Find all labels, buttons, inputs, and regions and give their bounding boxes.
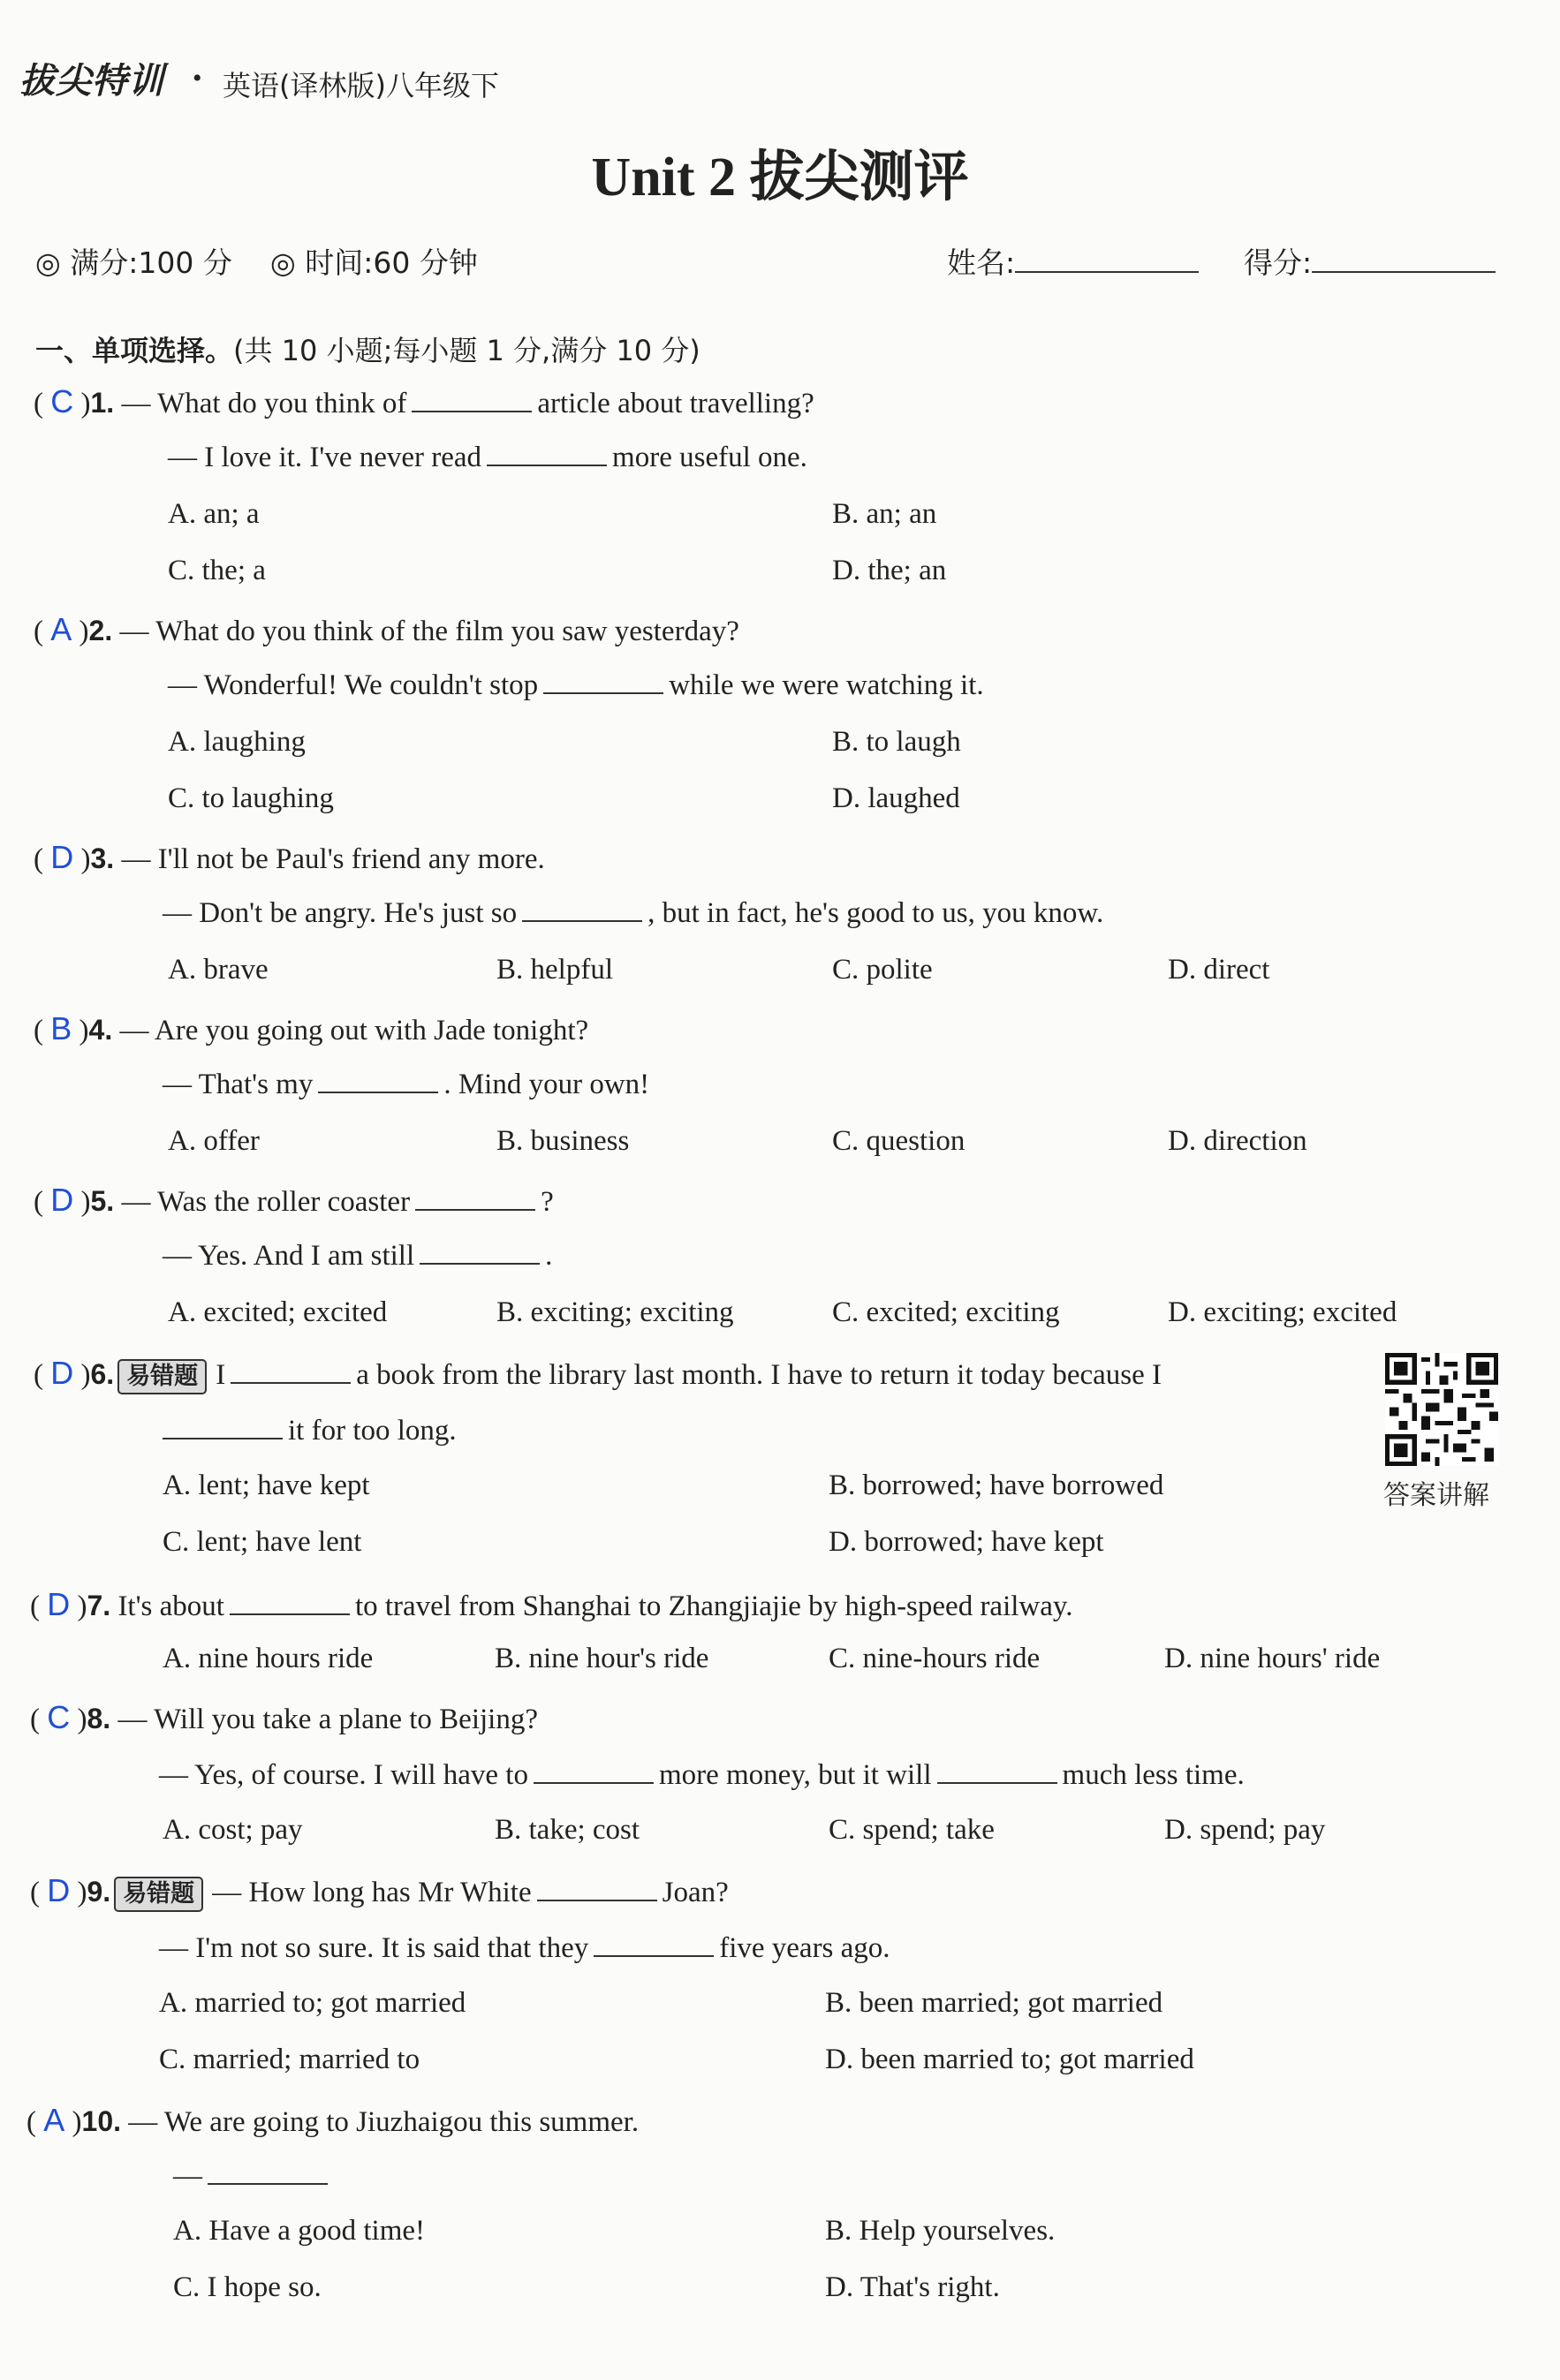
question-text: — Yes, of course. I will have to [159,1759,528,1791]
question-5-line2 [163,1238,552,1273]
name-label: 姓名: [947,246,1016,280]
error-prone-tag: 易错题 [117,1359,207,1394]
question-text: while we were watching it. [669,669,984,701]
answer-9: D [47,1872,71,1908]
answer-10: A [43,2102,65,2138]
question-number: 6. [90,1358,115,1390]
option-b[interactable]: B. been married; got married [825,1987,1163,2019]
subject-label: 英语(译林版)八年级下 [223,69,499,102]
question-3-line2 [163,895,1103,930]
section-detail: (共 10 小题;每小题 1 分,满分 10 分) [233,334,700,367]
answer-blank[interactable] [415,1184,535,1211]
question-text: — I love it. I've never read [168,442,482,473]
question-stem: — I'll not be Paul's friend any more. [121,843,545,875]
answer-blank[interactable] [537,1875,657,1901]
question-2: ( A )2. — What do you think of the film you saw yesterday? [34,611,739,647]
option-a[interactable]: A. cost; pay [163,1814,303,1846]
option-d[interactable]: D. been married to; got married [825,2044,1194,2075]
question-text: — Wonderful! We couldn't stop [168,669,539,701]
answer-blank[interactable] [937,1757,1057,1784]
question-number: 2. [88,615,113,646]
option-c[interactable]: C. lent; have lent [163,1526,362,1558]
question-number: 9. [87,1876,111,1908]
answer-8: C [47,1699,71,1735]
question-text: more useful one. [612,442,807,473]
question-text: — I'm not so sure. It is said that they [159,1932,589,1964]
question-stem: — Are you going out with Jade tonight? [119,1015,589,1046]
header-dot: • [193,64,202,93]
question-number: 10. [81,2105,121,2137]
question-text: . Mind your own! [443,1069,650,1100]
option-c[interactable]: C. I hope so. [173,2271,322,2303]
question-number: 8. [87,1703,111,1734]
question-3: ( D )3. — I'll not be Paul's friend any more. [34,839,545,875]
error-prone-tag: 易错题 [114,1877,203,1912]
time-limit: ◎ 时间:60 分钟 [270,246,478,280]
option-b[interactable]: B. exciting; exciting [496,1296,734,1328]
answer-7: D [47,1586,71,1622]
answer-blank[interactable] [208,2158,328,2185]
question-stem: — We are going to Jiuzhaigou this summer. [128,2106,640,2138]
option-c[interactable]: C. excited; exciting [832,1296,1060,1328]
question-6-line2 [163,1413,457,1447]
option-c[interactable]: C. the; a [168,555,266,586]
question-stem: ? [541,1186,554,1218]
option-a[interactable]: A. an; a [168,498,260,530]
score-field[interactable] [1244,240,1496,282]
option-b[interactable]: B. an; an [832,498,937,530]
option-d[interactable]: D. the; an [832,555,947,586]
option-c[interactable]: C. question [832,1125,966,1157]
option-b[interactable]: B. nine hour's ride [495,1643,709,1674]
question-10: ( A )10. — We are going to Jiuzhaigou this summer. [27,2102,640,2138]
name-blank[interactable] [1015,248,1199,273]
question-stem: Joan? [662,1877,729,1908]
question-1: ( C )1. — What do you think of article about travelling? [34,383,814,419]
question-7: ( D )7. It's about to travel from Shanghai to Zhangjiajie by high-speed railway. [30,1586,1073,1622]
section-heading [35,329,700,369]
option-b[interactable]: B. to laugh [832,726,961,758]
question-text: it for too long. [288,1415,457,1447]
answer-blank[interactable] [522,895,642,922]
section-title: 一、单项选择。 [35,334,234,367]
answer-5: D [50,1182,74,1218]
option-d[interactable]: D. borrowed; have kept [829,1526,1104,1558]
option-c[interactable]: C. married; married to [159,2044,420,2075]
option-a[interactable]: A. married to; got married [159,1987,466,2019]
answer-blank[interactable] [230,1589,350,1615]
question-text: — Don't be angry. He's just so [163,897,518,929]
answer-2: A [50,611,72,647]
question-8-line2 [159,1757,1245,1792]
option-a[interactable]: A. nine hours ride [163,1643,374,1674]
option-a[interactable]: A. Have a good time! [173,2215,425,2247]
option-d[interactable]: D. nine hours' ride [1164,1643,1381,1674]
option-c[interactable]: C. nine-hours ride [829,1643,1041,1674]
answer-4: B [50,1010,72,1046]
option-a[interactable]: A. excited; excited [168,1296,388,1328]
option-a[interactable]: A. brave [168,954,269,986]
question-8: ( C )8. — Will you take a plane to Beijing? [30,1699,538,1735]
option-b[interactable]: B. business [496,1125,630,1157]
question-6: ( D )6. 易错题 I a book from the library last month. I have to return it today because I [34,1355,1162,1394]
question-text: — That's my [163,1069,314,1100]
question-10-line2 [173,2158,333,2193]
option-b[interactable]: B. Help yourselves. [825,2215,1056,2247]
question-stem: I [216,1359,226,1391]
option-a[interactable]: A. lent; have kept [163,1470,370,1501]
answer-3: D [50,839,74,875]
option-d[interactable]: D. spend; pay [1164,1814,1326,1846]
question-text: — Yes. And I am still [163,1240,415,1272]
answer-blank[interactable] [412,386,532,412]
question-text: five years ago. [719,1932,890,1964]
question-number: 4. [88,1014,113,1046]
name-field[interactable] [947,240,1199,282]
answer-blank[interactable] [487,440,607,466]
option-a[interactable]: A. offer [168,1125,260,1157]
question-9-line2 [159,1930,890,1965]
answer-6: D [50,1355,74,1391]
question-number: 5. [90,1185,115,1217]
qr-label: 答案讲解 [1383,1480,1489,1511]
answer-blank[interactable] [594,1930,714,1957]
brand-logo: 拔尖特训 [19,61,164,102]
option-a[interactable]: A. laughing [168,726,306,758]
answer-1: C [50,383,74,419]
option-d[interactable]: D. That's right. [825,2271,1000,2303]
question-4: ( B )4. — Are you going out with Jade tonight? [34,1010,589,1046]
question-number: 7. [87,1590,111,1621]
question-stem: article about travelling? [537,388,814,419]
question-5: ( D )5. — Was the roller coaster ? [34,1182,554,1218]
question-4-line2 [163,1067,649,1101]
option-c[interactable]: C. to laughing [168,782,334,814]
answer-blank[interactable] [543,668,663,694]
answer-blank[interactable] [163,1413,283,1439]
question-text: more money, but it will [658,1759,932,1791]
option-d[interactable]: D. laughed [832,782,960,814]
full-marks: ◎ 满分:100 分 [35,246,232,280]
answer-blank[interactable] [420,1238,540,1265]
answer-blank[interactable] [318,1067,438,1093]
question-stem: to travel from Shanghai to Zhangjiajie by high-speed railway. [354,1590,1073,1622]
question-stem: — Will you take a plane to Beijing? [117,1704,538,1735]
question-stem: — Was the roller coaster [121,1186,411,1218]
question-text: . [545,1240,553,1272]
option-b[interactable]: B. borrowed; have borrowed [829,1470,1164,1501]
question-9: ( D )9. 易错题 — How long has Mr White Joan? [30,1872,729,1912]
answer-blank[interactable] [231,1357,351,1384]
question-number: 3. [90,842,115,874]
score-label: 得分: [1244,246,1313,280]
score-blank[interactable] [1312,248,1496,273]
question-1-line2 [168,440,807,474]
question-stem: — What do you think of the film you saw yesterday? [119,616,739,647]
option-c[interactable]: C. polite [832,954,933,986]
page-title: Unit 2 拔尖测评 [591,147,969,208]
question-stem: — How long has Mr White [212,1877,532,1908]
option-b[interactable]: B. helpful [496,954,613,986]
question-stem: a book from the library last month. I have to return it today because I [356,1359,1162,1391]
question-text: — [173,2160,202,2192]
option-d[interactable]: D. exciting; excited [1168,1296,1397,1328]
question-2-line2 [168,668,984,702]
option-c[interactable]: C. spend; take [829,1814,995,1846]
answer-blank[interactable] [534,1757,654,1784]
question-number: 1. [90,387,115,419]
question-text: much less time. [1062,1759,1245,1791]
qr-code-icon[interactable] [1385,1353,1498,1466]
question-stem: — What do you think of [121,388,407,419]
option-b[interactable]: B. take; cost [495,1814,640,1846]
question-stem: It's about [117,1590,224,1622]
option-d[interactable]: D. direct [1168,954,1270,986]
option-d[interactable]: D. direction [1168,1125,1307,1157]
question-text: , but in fact, he's good to us, you know. [647,897,1104,929]
